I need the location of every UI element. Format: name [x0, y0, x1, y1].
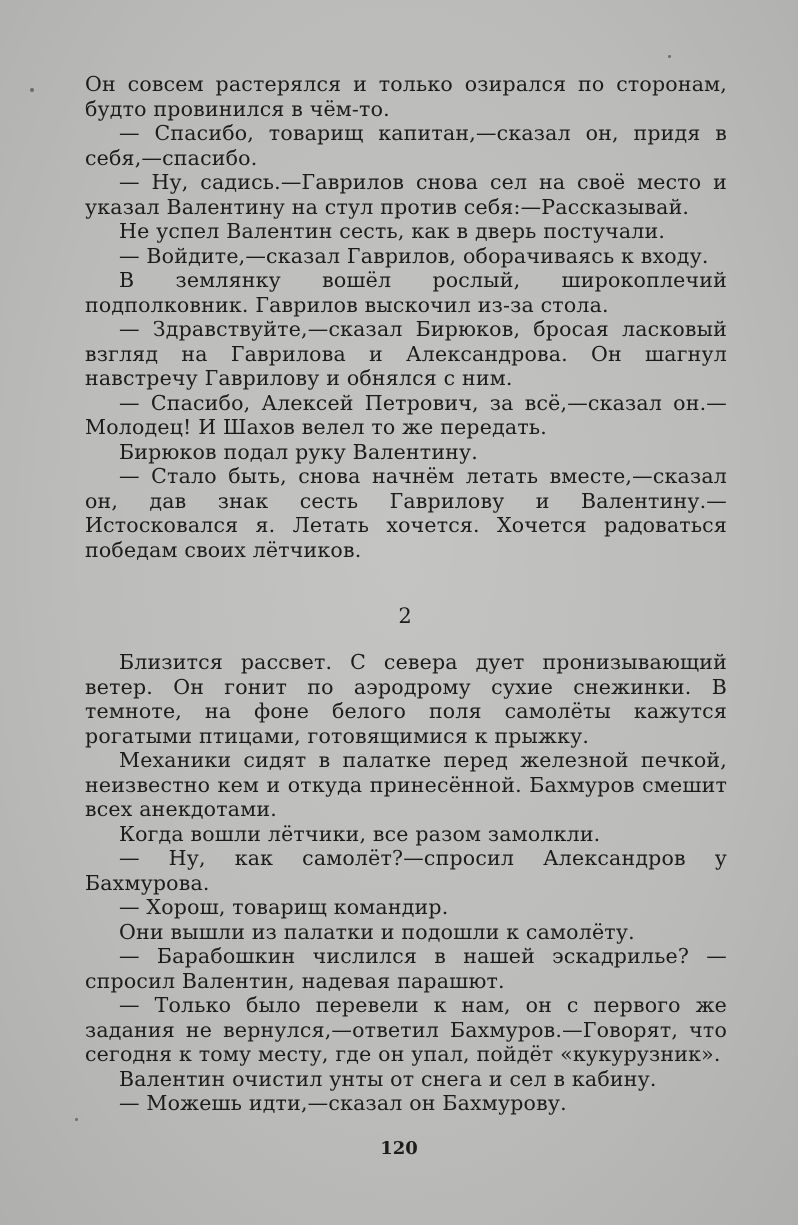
paragraph: — Спасибо, товарищ капитан,—сказал он, придя в себя,—спасибо. [85, 121, 727, 170]
paragraph: — Можешь идти,—сказал он Бахмурову. [119, 1091, 567, 1115]
paragraph: — Здравствуйте,—сказал Бирюков, бросая ласковый взгляд на Гаврилова и Александрова. Он шагнул навстречу Гаврилову и обнялся с ним. [85, 317, 727, 390]
paragraph: Механики сидят в палатке перед железной печкой, неизвестно кем и откуда принесённой. Бахмуров смешит всех анекдотами. [85, 748, 727, 821]
paragraph: — Только было перевели к нам, он с первого же задания не вернулся,—ответил Бахмуров.—Говорят, что сегодня к тому месту, где он упал, пойдёт «кукурузник». [85, 993, 727, 1066]
paragraph: — Стало быть, снова начнём летать вместе,—сказал он, дав знак сесть Гаврилову и Валентину.—Истосковался я. Летать хочется. Хочется радоваться победам своих лётчиков. [85, 464, 727, 562]
paragraph: Когда вошли лётчики, все разом замолкли. [119, 821, 601, 846]
paragraph: Валентин очистил унты от снега и сел в кабину. [119, 1066, 657, 1091]
section-2-text [85, 650, 727, 1116]
chapter-number: 2 [398, 604, 412, 628]
paragraph: — Барабошкин числился в нашей эскадрилье? — спросил Валентин, надевая парашют. [85, 944, 727, 993]
page-number: 120 [380, 1138, 418, 1159]
paragraph: Он совсем растерялся и только озирался по сторонам, будто провинился в чём-то. [85, 72, 727, 121]
paragraph: — Хорош, товарищ командир. [119, 895, 449, 919]
paragraph: В землянку вошёл рослый, широкоплечий подполковник. Гаврилов выскочил из-за стола. [85, 268, 727, 317]
print-speck [30, 88, 34, 92]
paragraph: — Ну, как самолёт?—спросил Александров у Бахмурова. [85, 846, 727, 895]
paragraph: Бирюков подал руку Валентину. [119, 439, 479, 464]
section-1-text [85, 72, 727, 562]
paragraph: Они вышли из палатки и подошли к самолёту. [119, 919, 635, 944]
paragraph: Близится рассвет. С севера дует пронизывающий ветер. Он гонит по аэродрому сухие снежинки. В темноте, на фоне белого поля самолёты кажутся рогатыми птицами, готовящимися к прыжку. [85, 650, 727, 748]
paragraph: Не успел Валентин сесть, как в дверь постучали. [119, 219, 666, 243]
paragraph: — Войдите,—сказал Гаврилов, оборачиваясь к входу. [119, 243, 709, 268]
paragraph: — Спасибо, Алексей Петрович, за всё,—сказал он.— Молодец! И Шахов велел то же передать. [85, 390, 727, 439]
paragraph: — Ну, садись.—Гаврилов снова сел на своё место и указал Валентину на стул против себя:—Рассказывай. [85, 170, 727, 219]
print-speck [75, 1118, 78, 1121]
print-speck [668, 55, 671, 58]
